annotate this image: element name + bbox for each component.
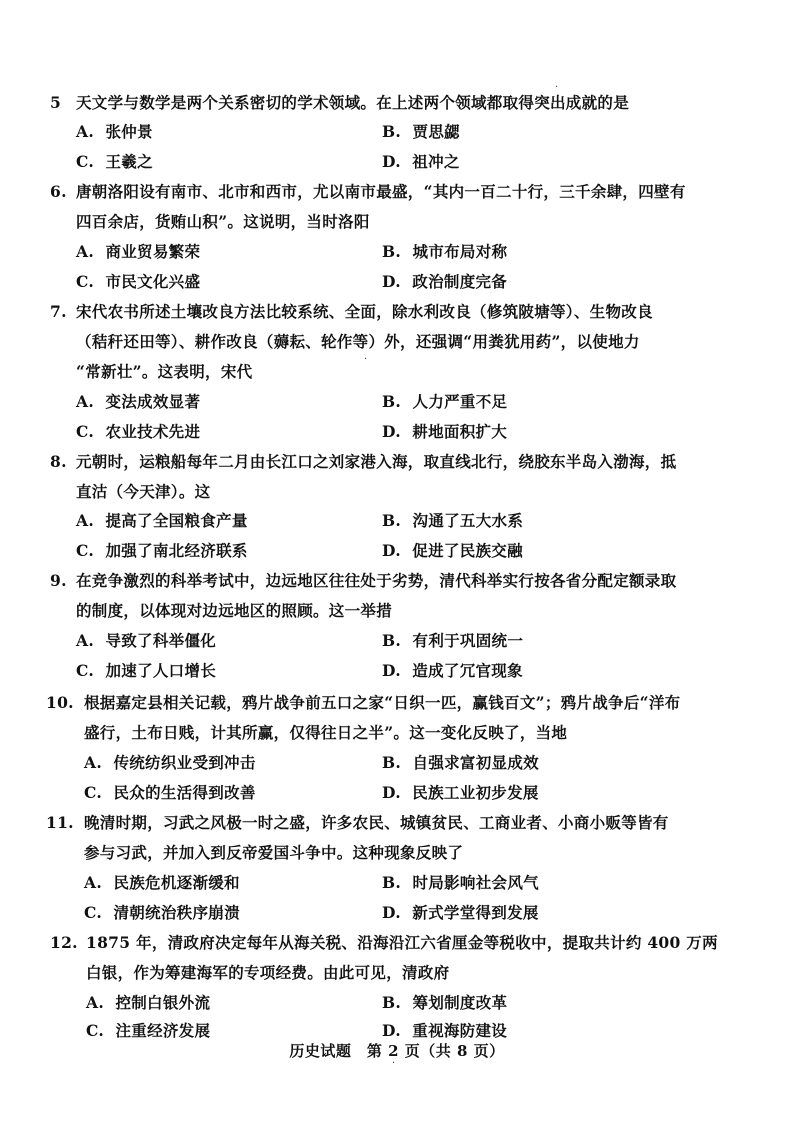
option-b: B. 有利于巩固统一 <box>382 631 524 650</box>
question-number: 5 <box>50 93 62 112</box>
scan-speck: · <box>364 354 368 365</box>
option-c: C. 市民文化兴盛 <box>76 272 201 291</box>
option-d: D. 政治制度完备 <box>382 272 508 291</box>
option-a: A. 传统纺织业受到冲击 <box>84 753 256 772</box>
question-stem: 唐朝洛阳设有南市、北市和西市，尤以南市最盛，“其内一百二十行，三千余肆，四壁有 <box>76 182 686 201</box>
option-c: C. 民众的生活得到改善 <box>84 783 256 802</box>
option-d: D. 重视海防建设 <box>382 1021 508 1040</box>
question-stem: 晚清时期，习武之风极一时之盛，许多农民、城镇贫民、工商业者、小商小贩等皆有 <box>84 813 669 832</box>
question-stem: 的制度，以体现对边远地区的照顾。这一举措 <box>76 601 393 620</box>
question-number: 10. <box>46 693 74 712</box>
option-d: D. 新式学堂得到发展 <box>382 903 539 922</box>
option-c: C. 注重经济发展 <box>86 1021 211 1040</box>
option-b: B. 沟通了五大水系 <box>382 511 524 530</box>
option-d: D. 促进了民族交融 <box>382 541 523 560</box>
option-a: A. 提高了全国粮食产量 <box>76 511 248 530</box>
option-b: B. 贾思勰 <box>382 122 460 141</box>
question-stem: “常新壮”。这表明，宋代 <box>76 362 253 381</box>
option-d: D. 造成了冗官现象 <box>382 661 523 680</box>
question-stem: 在竞争激烈的科举考试中，边远地区往往处于劣势，清代科举实行按各省分配定额录取 <box>76 571 677 590</box>
question-stem: 盛行，土布日贱，计其所赢，仅得往日之半”。这一变化反映了，当地 <box>84 723 568 742</box>
question-number: 9. <box>50 571 67 590</box>
scan-speck: · <box>392 1058 396 1069</box>
question-stem: 宋代农书所述土壤改良方法比较系统、全面，除水利改良（修筑陂塘等）、生物改良 <box>76 302 653 321</box>
option-d: D. 耕地面积扩大 <box>382 422 508 441</box>
question-stem: 直沽（今天津）。这 <box>76 482 211 501</box>
option-a: A. 导致了科举僵化 <box>76 631 217 650</box>
question-stem: （秸秆还田等）、耕作改良（薅耘、轮作等）外，还强调“用粪犹用药”，以使地力 <box>76 332 640 351</box>
option-a: A. 民族危机逐渐缓和 <box>84 873 240 892</box>
option-b: B. 自强求富初显成效 <box>382 753 539 772</box>
question-number: 12. <box>50 933 78 952</box>
question-stem: 天文学与数学是两个关系密切的学术领域。在上述两个领域都取得突出成就的是 <box>76 93 630 112</box>
option-c: C. 王羲之 <box>76 152 153 171</box>
question-stem: 根据嘉定县相关记载，鸦片战争前五口之家“日织一匹，赢钱百文”；鸦片战争后“洋布 <box>84 693 681 712</box>
question-number: 6. <box>50 182 67 201</box>
question-number: 7. <box>50 302 67 321</box>
question-stem: 四百余店，货贿山积”。这说明，当时洛阳 <box>76 212 370 231</box>
option-d: D. 民族工业初步发展 <box>382 783 539 802</box>
option-c: C. 清朝统治秩序崩溃 <box>84 903 240 922</box>
option-b: B. 筹划制度改革 <box>382 993 508 1012</box>
question-number: 11. <box>46 813 74 832</box>
option-b: B. 城市布局对称 <box>382 242 508 261</box>
option-b: B. 时局影响社会风气 <box>382 873 539 892</box>
option-c: C. 加强了南北经济联系 <box>76 541 248 560</box>
option-d: D. 祖冲之 <box>382 152 460 171</box>
option-b: B. 人力严重不足 <box>382 392 508 411</box>
option-c: C. 农业技术先进 <box>76 422 201 441</box>
option-a: A. 控制白银外流 <box>86 993 211 1012</box>
question-stem: 参与习武，并加入到反帝爱国斗争中。这种现象反映了 <box>84 843 464 862</box>
option-a: A. 变法成效显著 <box>76 392 201 411</box>
question-stem: 白银，作为筹建海军的专项经费。由此可见，清政府 <box>86 963 450 982</box>
scan-speck: · <box>555 82 559 93</box>
question-number: 8. <box>50 452 67 471</box>
option-a: A. 商业贸易繁荣 <box>76 242 201 261</box>
option-a: A. 张仲景 <box>76 122 153 141</box>
page-footer: 历史试题 第 2 页（共 8 页） <box>289 1042 505 1060</box>
question-stem: 1875 年，清政府决定每年从海关税、沿海沿江六省厘金等税收中，提取共计约 400 万两 <box>86 933 718 952</box>
question-stem: 元朝时，运粮船每年二月由长江口之刘家港入海，取直线北行，绕胶东半岛入渤海，抵 <box>76 452 677 471</box>
option-c: C. 加速了人口增长 <box>76 661 217 680</box>
